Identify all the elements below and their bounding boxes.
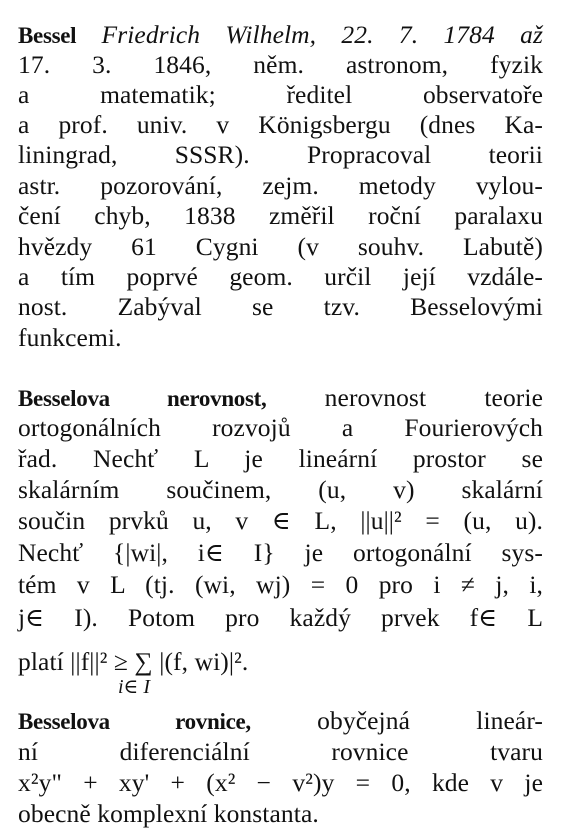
entry-line: čení chyb, 1838 změřil roční paralaxu [18, 201, 543, 230]
entry-line: tém v L (tj. (wi, wj) = 0 pro i ≠ j, i, [18, 570, 543, 599]
entry-text: Friedrich Wilhelm, 22. 7. 1784 až [101, 20, 543, 49]
entry-line: obecně komplexní konstanta. [18, 799, 319, 828]
headword: Besselova nerovnost, [18, 386, 267, 411]
entry-line: skalárním součinem, (u, v) skalární [18, 475, 543, 504]
entry-line: liningrad, SSSR). Propracoval teorii [18, 140, 543, 169]
entry-line: ní diferenciální rovnice tvaru [18, 737, 543, 766]
entry-line: Nechť {|wi|, i∈ I} je ortogonální sys- [18, 538, 543, 567]
entry-line: řad. Nechť L je lineární prostor se [18, 444, 543, 473]
entry-line: ortogonálních rozvojů a Fourierových [18, 413, 543, 442]
entry-line: funkcemi. [18, 323, 122, 352]
entry-line: hvězdy 61 Cygni (v souhv. Labutě) [18, 232, 543, 261]
entry-line: 17. 3. 1846, něm. astronom, fyzik [18, 50, 543, 79]
entry-line: j∈ I). Potom pro každý prvek f∈ L [18, 603, 543, 632]
entry-line [18, 20, 543, 50]
entry-line: součin prvků u, v ∈ L, ||u||² = (u, u). [18, 506, 543, 535]
entry-line: a tím poprvé geom. určil její vzdále- [18, 262, 543, 291]
entry-text: obyčejná lineár- [317, 706, 544, 735]
entry-line: platí ||f||² ≥ ∑ |(f, wi)|². [18, 647, 249, 676]
entry-line: a matematik; ředitel observatoře [18, 80, 543, 109]
entry-line: astr. pozorování, zejm. metody vylou- [18, 171, 543, 200]
entry-line: nost. Zabýval se tzv. Besselovými [18, 292, 543, 321]
entry-line [18, 706, 543, 736]
headword: Bessel [18, 23, 77, 48]
entry-line [18, 383, 543, 413]
headword: Besselova rovnice, [18, 709, 251, 734]
summation-index: i∈ I [118, 676, 151, 698]
entry-line: x²y" + xy' + (x² − v²)y = 0, kde v je [18, 768, 543, 797]
entry-line: a prof. univ. v Königsbergu (dnes Ka- [18, 110, 543, 139]
entry-text: nerovnost teorie [324, 383, 543, 412]
